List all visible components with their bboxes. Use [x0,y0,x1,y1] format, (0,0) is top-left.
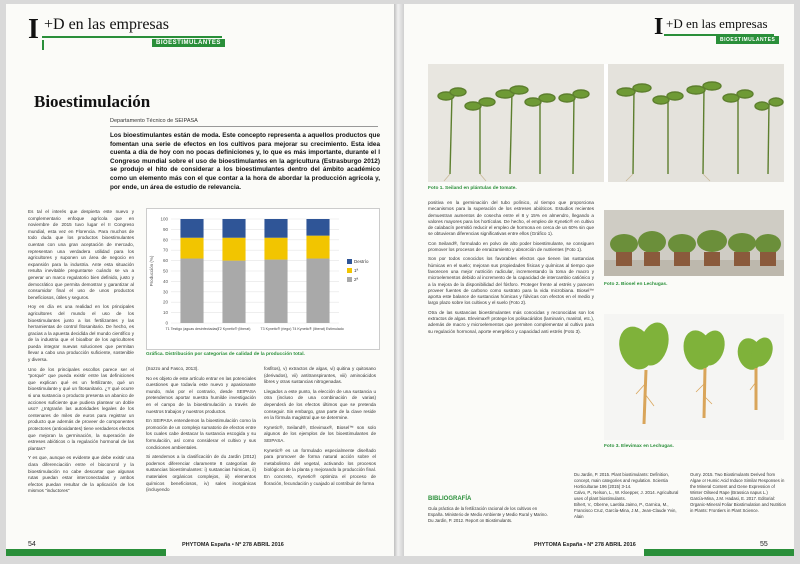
x-tick-label: T2 Kynetic® (liberat) [217,327,251,331]
magazine-gutter [394,4,404,556]
bar-segment [222,238,245,261]
page-footer: PHYTOMA España • Nº 278 ABRIL 2016 [182,542,284,548]
bar-segment [306,236,329,259]
y-tick-label: 60 [162,258,168,264]
x-tick-label: T4 Kynetic® (liberat) Estimulado [292,327,344,331]
lettuce-roots-photo [604,314,784,440]
section-header-initial: I [654,14,664,40]
bar-segment [222,261,245,323]
footer-green-bar [6,549,166,556]
paragraph: Con Seiland®, formulado en polvo de alto poder bioestimulante, se consiguen promover los procesos de enraizamiento y absorción de nutrientes (Foto 1). [428,240,594,253]
section-header-rule [42,36,222,38]
seedling-illustration [428,64,784,182]
left-page [6,4,394,556]
reference: Bihert, V., Oberne, Laetitia Jaimo, P., Garnica, M., Francisco Cruz, García-Mina, J.M., Jean-Claude Yvin, Alain [574,502,677,519]
y-tick-label: 10 [162,310,168,316]
y-axis-label: Producción (%) [149,255,154,287]
bar-segment [264,238,287,260]
footer-green-bar [644,549,794,556]
section-header-initial: I [28,14,39,45]
paragraph: positiva en la germinación del tubo polínico, al tiempo que proporciona mecanismos para la superación de los estreses abióticos. Estudios recientes demuestran aumentos de cosecha entre el 8 y 15% en almendro, llegando a valores mayores para los hortícolas. De hecho, el empleo de Kynetic® en cultivo de calabacín permitió reducir el empleo de hormona en cerca de un 60% sin que se obtuvieran diferencias significativas entre ellos (Gráfico 1). [428,200,594,237]
x-tick-label: T1 Testigo (aguas desinfectadas) [165,327,219,331]
seedling-photo [428,64,784,182]
bar-segment [264,260,287,323]
page-footer: PHYTOMA España • Nº 278 ABRIL 2016 [534,542,636,548]
photo3-caption: Foto 3. Elevimax en Lechugas. [604,444,674,449]
chart-svg [147,209,379,349]
y-tick-label: 80 [162,237,168,243]
bar-segment [180,238,203,259]
bar-segment [180,259,203,323]
bar-chart [146,208,380,350]
legend-swatch [347,268,352,273]
paragraph: No es objeto de este artículo entrar en las potenciales cuestiones que todavía este nuevo y apasionante mundo, más por el contrario, desde SEIPASA pretendemos aportar nuestra humilde investigación en el campo de la bioestimulación a través de nuestros trabajos y nuestros productos. [146,375,256,414]
x-tick-label: T3 Kynetic® (riego) [260,327,292,331]
page-number: 55 [760,541,768,548]
paragraph: Uno de los principales escollos parece ser el "porqué" que pueda existir entre las definiciones que explican qué es un fertilizante, qué un bioestimulante y qué un fitosanitario. ¿Y qué ocurre si una sustancia o producto presenta un abanico de acciones suficiente que pudiera plantear un doble uso? ¿Intgrarán las autoridades legales de los centenares de miles de euros para registrar un producto que además de proveer de componentes protectores (antioxidantes) tiene verdaderos efectos que mejoran la germinación, la superación de estreses abióticos o la regulación hormonal de las plantas? [28,366,134,451]
body-column-1 [28,209,134,498]
section-header-stem [42,40,44,50]
lettuce-roots-illustration [604,314,784,440]
body-column-right [428,200,594,338]
body-column-2 [146,366,256,497]
bar-segment [264,219,287,238]
reference: Ourry. 2015. Two Biostimulants Derived from Algae or Humic Acid Induce Similar Responses in the Mineral Content and Gene Expression of Winter Oilseed Rape (Brassica napus L.) [690,472,785,495]
paragraph: Kynetic®, Seiland®, Elevimax®, Biosel™ son solo algunos de los ejemplos de los bioestimulantes de SEIPASA. [264,424,376,443]
y-tick-label: 90 [162,226,168,232]
bibliography-column-2 [574,472,684,520]
paragraph: Hoy en día es una realidad en los principales agricultores del mundo el uso de los bioestimulantes junto a los fertilizantes y las herramientas de control fitosanitario. De hecho, es gracias a la apuesta decidida del mundo científico y de la industria que el bioalbor de los agricultores pueda integrar nuevas soluciones que permitan llevar a cabo una producción suficiente, sostenible y diversa. [28,304,134,363]
photo2-caption: Foto 2. Biosel en Lechugas. [604,282,668,287]
paragraph: En SEIPASA entendemos la bioestimulación como la promoción de un complejo sumatorio de efectos entre los cuales cabe destacar la sustancia escogida y su formulación, así como considerar el cultivo y sus condiciones ambientales. [146,418,256,450]
bar-segment [306,219,329,236]
section-header-title: +D en las empresas [666,16,768,31]
paragraph: Y es que, aunque es evidente que debe existir una clara diferenciación entre el bioconcrol y la bioestimulación no cabe descartar que algunas rutas puedan estar interconectadas y ambos efectos puedan resultar de la aplicación de los mismos "inductores" [28,455,134,494]
legend-swatch [347,259,352,264]
legend-label: 2ª [354,277,359,283]
y-tick-label: 100 [160,216,168,222]
reference: Du Jardin, P. 2015. Plant biostimulants: Definition, concept, main categories and regulation. Scientia Horticulturae 196 (2015) 3-14. [574,472,669,489]
paragraph: Llegados a este punto, la elección de una sustancia u otra (incluso de una combinación de varias) dependerá de los efectos últimos que se pretenda conseguir. Sin embargo, gran parte de la clave reside en la fórmula magistral que se determine. [264,388,376,421]
section-header-subtitle: BIOESTIMULANTES [152,39,225,47]
legend-swatch [347,277,352,282]
chart-caption: Gráfica. Distribución por categorías de calidad de la producción total. [146,352,305,357]
legend-label: 1ª [354,268,359,274]
paragraph: Otra de las sustancias bioestimulantes más conocidas y reconocidas son los extractos de algas. Elevimax® protege los polisacáridos (laminarin, manitol, etc.), además de macro y microelementos que permiten complementar al cultivo para su regulación hormonal, aporte energético y capacidad anti estrés (Foto 3). [428,309,594,334]
section-header-subtitle: BIOESTIMULANTES [716,36,779,44]
paragraph: fosfitos), v) extractos de algas, vi) quitina y quitosano (derivados), vii) antitranspirantes, viii) aminoácidos libres y otras sustancias nitrogenadas. [264,366,376,385]
y-tick-label: 50 [162,268,168,274]
right-page [404,4,794,556]
bar-segment [222,219,245,238]
paragraph: Kynetic® es un formulado especialmente diseñado para promover de forma natural acción sobre el metabolismo del vegetal, activando los procesos biológicos de la planta y mejorando la producción final. En concreto, Kynetic® optimiza el proceso de floración, fecundación y cuajado al contribuir de forma [264,447,376,486]
reference: Guía práctica de la fertilización racional de los cultivos en España. Ministerio de Medio Ambiente y Medio Rural y Marino. [428,506,548,517]
bar-segment [306,259,329,323]
bibliography-column-1 [428,506,548,524]
bar-segment [180,219,203,238]
reference: Du Jardin, P. 2012. Report on Biostimulants. [428,518,513,523]
y-tick-label: 40 [162,278,168,284]
page-number: 54 [28,541,36,548]
article-intro: Los bioestimulantes están de moda. Este concepto representa a aquellos productos que fomentan una serie de efectos en los cultivos para mejorar su crecimiento. Esta idea cuenta a día de hoy con no pocas definiciones y, lo que es más importante, durante el I Congreso mundial sobre el uso de bioestimulantes en la agricultura (Estrasburgo 2012) se produjo el hito de considerar a los bioestimulantes dentro del ámbito académico como un elemento más con el que contar a la hora de abordar la producción agrícola y, por ende, un área de estudio de relevancia. [110,132,380,191]
body-column-3 [264,366,376,490]
title-rule [110,126,378,127]
y-tick-label: 30 [162,289,168,295]
paragraph: Son por todos conocidos los favorables efectos que tienen las sustancias húmicas en el suelo; mejoran sus propiedades físicas y químicas al tiempo que favorecen una mejor nutrición radicular, incrementando la toma de macro y microelementos debido al incremento de la capacidad de intercambio catiónico y a la mejora de la disponibilidad del fósforo. Proteger frente al estrés y parecen proveer fuentes de carbono como sustrato para la vida microbiana. Biosel™ aporta este balance de sustancias húmicas y fúlvicas con efectos en el medio y largo plazo sobre los cultivos y el suelo (Foto 2). [428,256,594,306]
photo1-caption: Foto 1. Seiland en plántulas de tomate. [428,186,517,191]
paragraph: Es tal el interés que despierta este nuevo y complementario enfoque agrícola que en noviembre de 2015 tuvo lugar el II Congreso mundial, esta vez en Florencia. Para muchos de todo duda que los productos bioestimulantes cuentan con una gran aceptación de mercado, representan una verdadera utilidad para los agricultores y suponen un área de negocio en expansión para la industria. Ante esta situación resulta inevitable preguntarse cuándo se va a generar un marco regulatorio bien definido, justo y democrático que permita demostrar y garantizar al consumidor final el uso de unos productos beneficiosos, útiles y seguros. [28,209,134,300]
y-tick-label: 70 [162,247,168,253]
bibliography-heading: BIBLIOGRAFÍA [428,496,472,502]
y-tick-label: 0 [165,320,168,326]
lettuce-pots-illustration [604,210,784,276]
reference: García-Mina, J.M. Hadasi, E. 2017. Editorial: Organic-Mineral Foliar Biostimulation and Nutrition in Plants: Frontiers in Plant Science. [690,496,787,513]
paragraph: Si atendemos a la clasificación de du Jardin (2012) podemos diferenciar claramente 8 categorías de sustancias bioestimulantes: i) sustancias húmicas, ii) materiales orgánicos complejos, iii) elementos químicos beneficiosos, iv) sales inorgánicas (incluyendo [146,454,256,493]
article-title: Bioestimulación [34,92,151,111]
lettuce-pots-photo [604,210,784,276]
bibliography-column-3 [690,472,786,514]
legend-label: Destrío [354,259,369,265]
paragraph: (Sozzo and Fasco, 2013). [146,366,199,371]
y-tick-label: 20 [162,299,168,305]
byline: Departamento Técnico de SEIPASA [110,118,198,124]
reference: Calvo, P., Nelson, L., W. Kloepper, J. 2014. Agricultural uses of plant biostimulants. [574,490,679,501]
section-header-title: +D en las empresas [44,16,169,33]
